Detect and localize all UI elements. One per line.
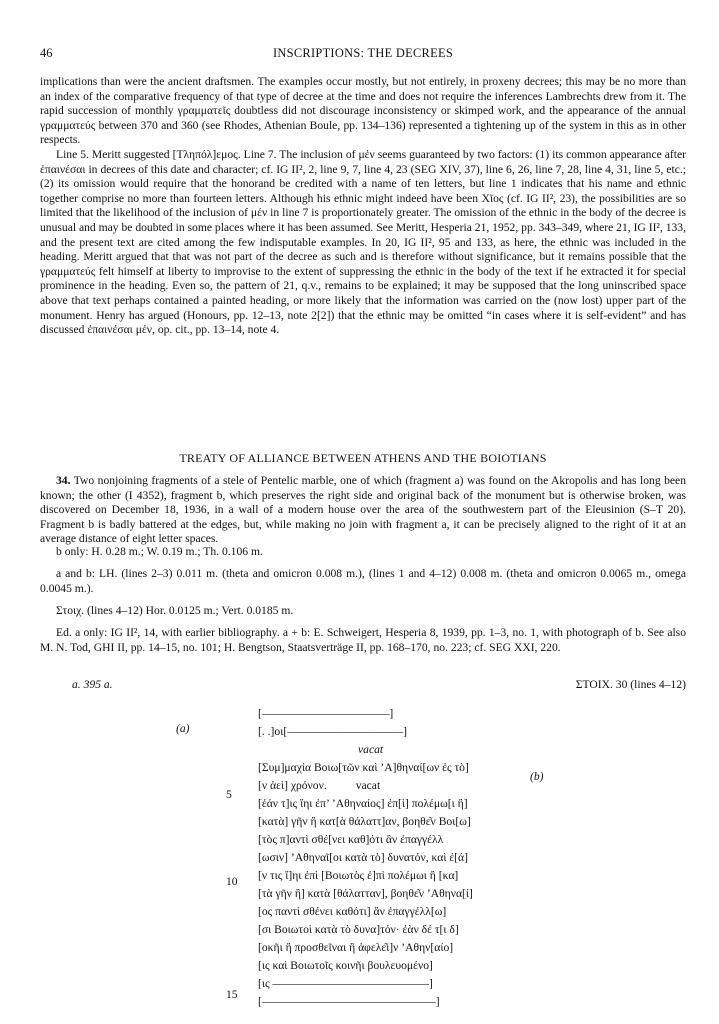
body-text bbox=[40, 75, 686, 338]
inscription-line: [––––––––––––––––––––––] bbox=[258, 707, 394, 720]
fragment-b-label: (b) bbox=[530, 770, 544, 783]
inscription-line: [Συμ]μαχία Βοιω[τῶν καὶ ’Α]θηναί[ων ἐς τὸ] bbox=[258, 761, 469, 774]
inscription-line: [. .]οι[––––––––––––––––––––] bbox=[258, 725, 407, 738]
fragment-a-label: (a) bbox=[176, 722, 190, 735]
date: a. 395 a. bbox=[72, 678, 113, 691]
inscription-line: [ν ἀεὶ] χρόνον. vacat bbox=[258, 779, 381, 792]
inscription-line: [ωσιν] ’Αθηναῖ[οι κατὰ τὸ] δυνατόν, καὶ ἐ[ά] bbox=[258, 851, 468, 864]
entry-description bbox=[40, 474, 686, 547]
inscription-line: [τὸς π]αντὶ σθέ[νει καθ]ότι ἂν ἐπαγγέλλ bbox=[258, 833, 444, 846]
dimensions: b only: H. 0.28 m.; W. 0.19 m.; Th. 0.106 m. bbox=[56, 545, 263, 558]
inscription-line: [––––––––––––––––––––––––––––––] bbox=[258, 995, 440, 1008]
stoichedon-spacing: Στοιχ. (lines 4–12) Hor. 0.0125 m.; Vert. 0.0185 m. bbox=[56, 604, 294, 617]
entry-number: 34. bbox=[56, 474, 71, 487]
running-head: INSCRIPTIONS: THE DECREES bbox=[272, 46, 454, 60]
line-number-10: 10 bbox=[226, 875, 238, 888]
editions: Ed. a only: IG II², 14, with earlier bibliography. a + b: E. Schweigert, Hesperia 8, 1939, pp. 1–3, no. 1, with photograph of b. See also M. N. Tod, GHI II, pp. 14–15, no. 101; H. Bengtson, Staatsverträge II, pp. 168–170, no. 223; cf. SEG XXI, 220. bbox=[40, 626, 686, 654]
inscription-line: [σι Βοιωτοὶ κατὰ τὸ δυνα]τόν· ἐὰν δέ τ[ι δ] bbox=[258, 923, 459, 936]
page-header bbox=[40, 46, 686, 62]
inscription-line: [τὰ γῆν ἢ] κατὰ [θάλατταν], βοηθε͂ν ’Αθηνα[ί] bbox=[258, 887, 473, 900]
paragraph-2: Line 5. Meritt suggested [Τληπόλ]εμος. Line 7. The inclusion of μέν seems guaranteed by two factors: (1) its common appearance after ἐπαινέσαι in decrees of this date and character; cf. IG II², 2, line 9, 7, line 4, 23 (SEG XIV, 37), line 6, 26, line 7, 28, line 4, 31, line 5, etc.; (2) its omission would require that the honorand be credited with a name of ten letters, but line 1 indicates that his name and ethnic together comprise no more than fourteen letters. Although his ethnic might indeed have been Χῖος (cf. IG II², 23), the possibilities are so limited that the likelihood of the inclusion of μέν in line 7 is proportionately greater. The omission of the ethnic in the body of the decree is unusual and may be doubted in some places where it has been assumed. See Meritt, Hesperia 21, 1952, pp. 343–349, where 21, IG II², 133, and the present text are cited among the few indisputable examples. In 20, IG II², 95 and 133, as here, the ethnic was included in the heading. Meritt argued that that was not part of the decree as such and is therefore without significance, but it remains possible that the γραμματεύς felt himself at liberty to improvise to the extent of suppressing the ethnic in the body of the text if he extracted it for special prominence in the heading. Even so, the pattern of 21, q.v., remains to be explained; it may be supposed that the long uninscribed space above that text perhaps contained a painted heading, or more likely that the information was carried on the (now lost) upper part of the monument. Henry has argued (Honours, pp. 12–13, note 2[2]) that the ethnic may be omitted “in cases where it is self-evident” and has discussed ἐπαινέσαι μέν, op. cit., pp. 13–14, note 4. bbox=[40, 147, 686, 337]
page-number: 46 bbox=[40, 46, 53, 60]
line-number-15: 15 bbox=[226, 988, 238, 1001]
letter-heights: a and b: LH. (lines 2–3) 0.011 m. (theta and omicron 0.008 m.), (lines 1 and 4–12) 0.008 m. (theta and omicron 0.0065 m., omega 0.0045 m.). bbox=[40, 567, 686, 595]
inscription-line: [κατὰ] γῆν ἢ κατ[ὰ θάλαττ]αν, βοηθε͂ν Βοι[ω] bbox=[258, 815, 471, 828]
inscription-line: [ις –––––––––––––––––––––––––––] bbox=[258, 977, 433, 990]
inscription-line: [ος παντὶ σθένει καθότι] ἂν ἐπαγγέλλ[ω] bbox=[258, 905, 447, 918]
inscription-vacat: vacat bbox=[358, 743, 384, 756]
inscription-line: [ἐάν τ]ις ἴηι ἐπ’ ’Αθηναίος] ἐπ[ὶ] πολέμω[ι ἢ] bbox=[258, 797, 468, 810]
inscription-line: [ις καὶ Βοιωτοῖς κοινῆι βουλευομένο] bbox=[258, 959, 433, 972]
section-heading: TREATY OF ALLIANCE BETWEEN ATHENS AND THE BOIOTIANS bbox=[179, 451, 547, 465]
inscription-line: [οκῆι ἢ προσθεῖναι ἢ ἀφελε͂ι]ν ’Αθην[αίο] bbox=[258, 941, 454, 954]
inscription-line: [ν τις ἴ]ηι ἐπὶ [Βοιωτὸς ἐ]πὶ πολέμωι ἢ [κα] bbox=[258, 869, 459, 882]
line-number-5: 5 bbox=[226, 788, 232, 801]
paragraph-1: implications than were the ancient draftsmen. The examples occur mostly, but not entirely, in proxeny decrees; this may be no more than an index of the comparative frequency of that type of decree at the time and does not require the inferences Lambrechts drew from it. The rapid succession of monthly γραμματεῖς doubtless did not discourage inconsistency or skimped work, and the appearance of the annual γραμματεύς between 370 and 360 (see Rhodes, Athenian Boule, pp. 134–136) represented a tightening up of the system in this as in other respects. bbox=[40, 75, 686, 147]
entry-description-text: Two nonjoining fragments of a stele of Pentelic marble, one of which (fragment a) was found on the Akropolis and has long been known; the other (I 4352), fragment b, which preserves the right side and original back of the monument but is otherwise broken, was discovered on December 18, 1936, in a wall of a modern house over the area of the southwestern part of the Eleusinion (S–T 20). Fragment b is badly battered at the edges, but, while making no join with fragment a, it can be precisely aligned to the right of it at an average distance of eight letter spaces. bbox=[40, 474, 686, 546]
stoich-note: ΣΤΟΙΧ. 30 (lines 4–12) bbox=[575, 678, 686, 691]
